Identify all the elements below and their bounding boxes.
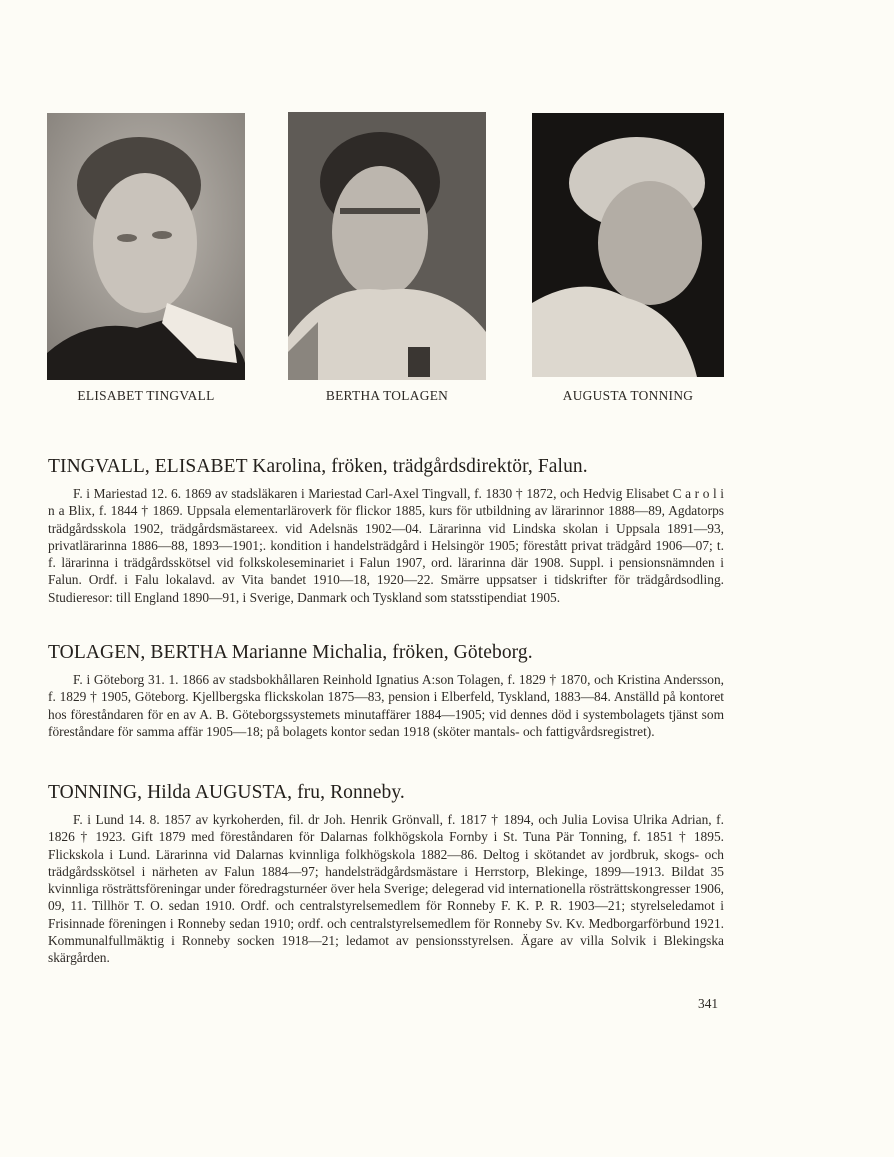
biography-entry-tingvall	[48, 455, 724, 606]
biography-entry-tolagen	[48, 641, 724, 740]
portrait-photo-bertha-tolagen	[288, 112, 486, 380]
entry-body: F. i Mariestad 12. 6. 1869 av stadsläkaren i Mariestad Carl-Axel Tingvall, f. 1830 † 1872, och Hedvig Elisabet C a r o l i n a Blix, f. 1844 † 1869. Uppsala elementarläroverk för flickor 1885, kurs för utbildning av lärarinnor 1888—89, Agdatorps trädgårdsskola 1902, trädgårdsmästareex. vid Adelsnäs 1902—04. Lärarinna vid Lindska skolan i Uppsala 1891—93, privatlärarinna 1886—88, 1893—1901;. kondition i handelsträdgård i Helsingör 1905; förestått privat trädgård 1906—07; t. f. lärarinna i trädgårdsskötsel vid folkskoleseminariet i Falun 1907, ord. lärarinna där 1908. Suppl. i pensionsnämnden i Falun. Ordf. i Falu lokalavd. av Vita bandet 1910—18, 1920—22. Smärre uppsatser i tidskrifter för trädgårdsodling. Studieresor: till England 1890—91, i Sverige, Danmark och Tyskland som statsstipendiat 1905.	[48, 486, 724, 605]
photo-caption-elisabet-tingvall: ELISABET TINGVALL	[77, 388, 215, 403]
page-number: 341	[698, 996, 719, 1011]
photo-caption-bertha-tolagen: BERTHA TOLAGEN	[325, 388, 449, 403]
biography-entry-tonning	[48, 781, 724, 967]
entry-body: F. i Lund 14. 8. 1857 av kyrkoherden, fil. dr Joh. Henrik Grönvall, f. 1817 † 1894, och Julia Lovisa Ulrika Adrian, f. 1826 † 1923. Gift 1879 med föreståndaren för Dalarnas folkhögskola Fornby i St. Tuna Pär Tonning, f. 1851 † 1895. Flickskola i Lund. Lärarinna vid Dalarnas kvinnliga folkhögskola 1882—86. Deltog i skötandet av jordbruk, skogs- och trädgårdsskötsel i närheten av Falun 1884—97; handelsträdgårdsmästare i Herrstorp, Blekinge, 1899—1913. Bildat 35 kvinnliga rösträttsföreningar under föredragsturnéer över hela Sverige; delegerad vid internationella rösträttskongresser 1906, 09, 11. Tillhör T. O. sedan 1910. Ordf. och centralstyrelsemedlem för Ronneby F. K. P. R. 1903—21; styrelseledamot i Frisinnade föreningen i Ronneby sedan 1910; ordf. och centralstyrelsemedlem för Ronneby Sv. Kv. Medborgarförbund 1921. Kommunalfullmäktig i Ronneby socken 1918—21; ledamot av pensionsstyrelsen. Ägare av villa Solvik i Blekingska skärgården.	[48, 812, 724, 966]
entry-heading: TOLAGEN, BERTHA Marianne Michalia, fröken, Göteborg.	[48, 642, 533, 663]
entry-body: F. i Göteborg 31. 1. 1866 av stadsbokhållaren Reinhold Ignatius A:son Tolagen, f. 1829 † 1870, och Kristina Andersson, f. 1829 † 1905, Göteborg. Kjellbergska flickskolan 1875—83, pension i Elberfeld, Tyskland, 1883—84. Anställd på kontoret hos föreståndaren för en av A. B. Göteborgssystemets minutaffärer 1884—1905; vid dennes död i systembolagets tjänst som föreståndare för samma affär 1905—18; på bolagets kontor sedan 1918 (sköter mantals- och fattigvårdsregistret).	[48, 672, 724, 739]
entry-heading: TONNING, Hilda AUGUSTA, fru, Ronneby.	[48, 782, 405, 803]
photo-caption-augusta-tonning: AUGUSTA TONNING	[562, 388, 694, 403]
portrait-photo-augusta-tonning	[532, 113, 724, 377]
portrait-photo-elisabet-tingvall	[47, 113, 245, 380]
entry-heading: TINGVALL, ELISABET Karolina, fröken, trädgårdsdirektör, Falun.	[48, 456, 588, 477]
